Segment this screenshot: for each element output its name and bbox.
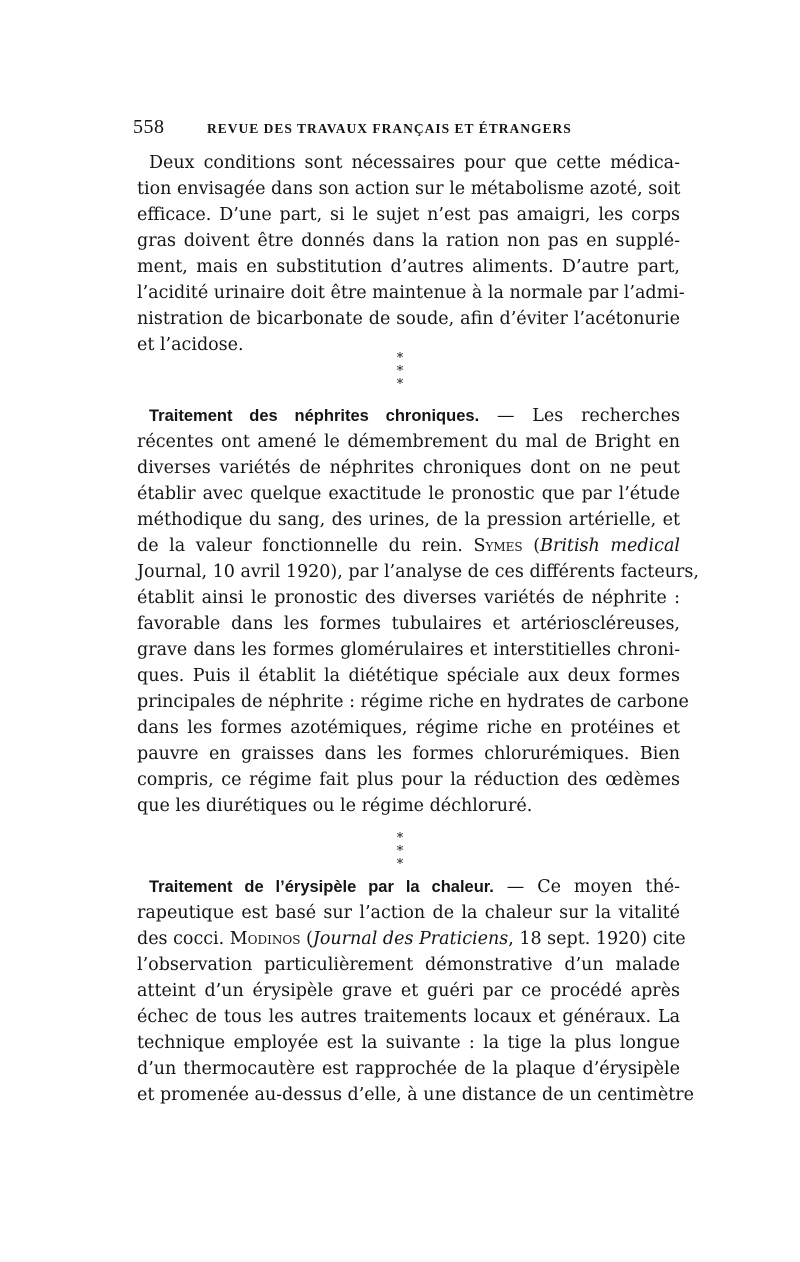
- section-nephritis: [137, 403, 699, 819]
- text-line: l’acidité urinaire doit être maintenue à la normale par l’admi-: [137, 283, 685, 303]
- text-line: établit ainsi le pronostic des diverses variétés de néphrite :: [137, 588, 680, 608]
- text-line: tion envisagée dans son action sur le métabolisme azoté, soit: [137, 179, 681, 199]
- text-line: nistration de bicarbonate de soude, afin d’éviter l’acétonurie: [137, 309, 680, 329]
- journal-name: British medical: [540, 536, 680, 556]
- asterism-separator: * * *: [396, 351, 410, 392]
- text-line: d’un thermocautère est rapprochée de la plaque d’érysipèle: [137, 1059, 680, 1079]
- text-line: Traitement de l’érysipèle par la chaleur. — Ce moyen thé-: [149, 877, 680, 897]
- author-name: Modinos: [229, 929, 301, 949]
- text-line: méthodique du sang, des urines, de la pression artérielle, et: [137, 510, 680, 530]
- text-line: et promenée au-dessus d’elle, à une distance de un centimètre: [137, 1085, 694, 1105]
- text-line: gras doivent être donnés dans la ration non pas en supplé-: [137, 231, 680, 251]
- text-line: échec de tous les autres traitements locaux et généraux. La: [137, 1007, 680, 1027]
- text-line: pauvre en graisses dans les formes chlorurémiques. Bien: [137, 744, 680, 764]
- text-line: atteint d’un érysipèle grave et guéri par ce procédé après: [137, 981, 680, 1001]
- text-line: rapeutique est basé sur l’action de la chaleur sur la vitalité: [137, 903, 680, 923]
- running-head: [133, 116, 691, 138]
- text-line: technique employée est la suivante : la tige la plus longue: [137, 1033, 680, 1053]
- section-heading: Traitement des néphrites chroniques.: [149, 407, 480, 425]
- text-line: dans les formes azotémiques, régime riche en protéines et: [137, 718, 680, 738]
- text-line: établir avec quelque exactitude le pronostic que par l’étude: [137, 484, 680, 504]
- text-line: l’observation particulièrement démonstrative d’un malade: [137, 955, 680, 975]
- asterism-separator: * * *: [396, 831, 410, 872]
- text-line: favorable dans les formes tubulaires et artérioscléreuses,: [137, 614, 680, 634]
- text-line: ment, mais en substitution d’autres aliments. D’autre part,: [137, 257, 680, 277]
- text-line: diverses variétés de néphrites chroniques dont on ne peut: [137, 458, 680, 478]
- text-line: Journal, 10 avril 1920), par l’analyse de ces différents facteurs,: [137, 562, 699, 582]
- text-line: que les diurétiques ou le régime déchloruré.: [137, 796, 533, 816]
- text-line: Traitement des néphrites chroniques. — Les recherches: [149, 406, 680, 426]
- text-line: efficace. D’une part, si le sujet n’est pas amaigri, les corps: [137, 205, 680, 225]
- text-line: principales de néphrite : régime riche en hydrates de carbone: [137, 692, 689, 712]
- author-name: Symes: [473, 536, 523, 556]
- section-heading: Traitement de l’érysipèle par la chaleur.: [149, 878, 494, 896]
- page-number: 558: [133, 116, 165, 138]
- text-line: Deux conditions sont nécessaires pour que cette médica-: [149, 153, 680, 173]
- text-line: des cocci. Modinos (Journal des Praticiens, 18 sept. 1920) cite: [137, 929, 686, 949]
- section-erysipelas: [137, 874, 694, 1108]
- paragraph-metabolism: [137, 150, 685, 358]
- text-line: et l’acidose.: [137, 335, 244, 355]
- text-line: récentes ont amené le démembrement du mal de Bright en: [137, 432, 680, 452]
- text-line: compris, ce régime fait plus pour la réduction des œdèmes: [137, 770, 680, 790]
- journal-name: Journal des Praticiens: [312, 929, 509, 949]
- text-line: ques. Puis il établit la diététique spéciale aux deux formes: [137, 666, 680, 686]
- journal-title: REVUE DES TRAVAUX FRANÇAIS ET ÉTRANGERS: [207, 121, 572, 136]
- text-line: grave dans les formes glomérulaires et interstitielles chroni-: [137, 640, 680, 660]
- text-line: de la valeur fonctionnelle du rein. Symes (British medical: [137, 536, 680, 556]
